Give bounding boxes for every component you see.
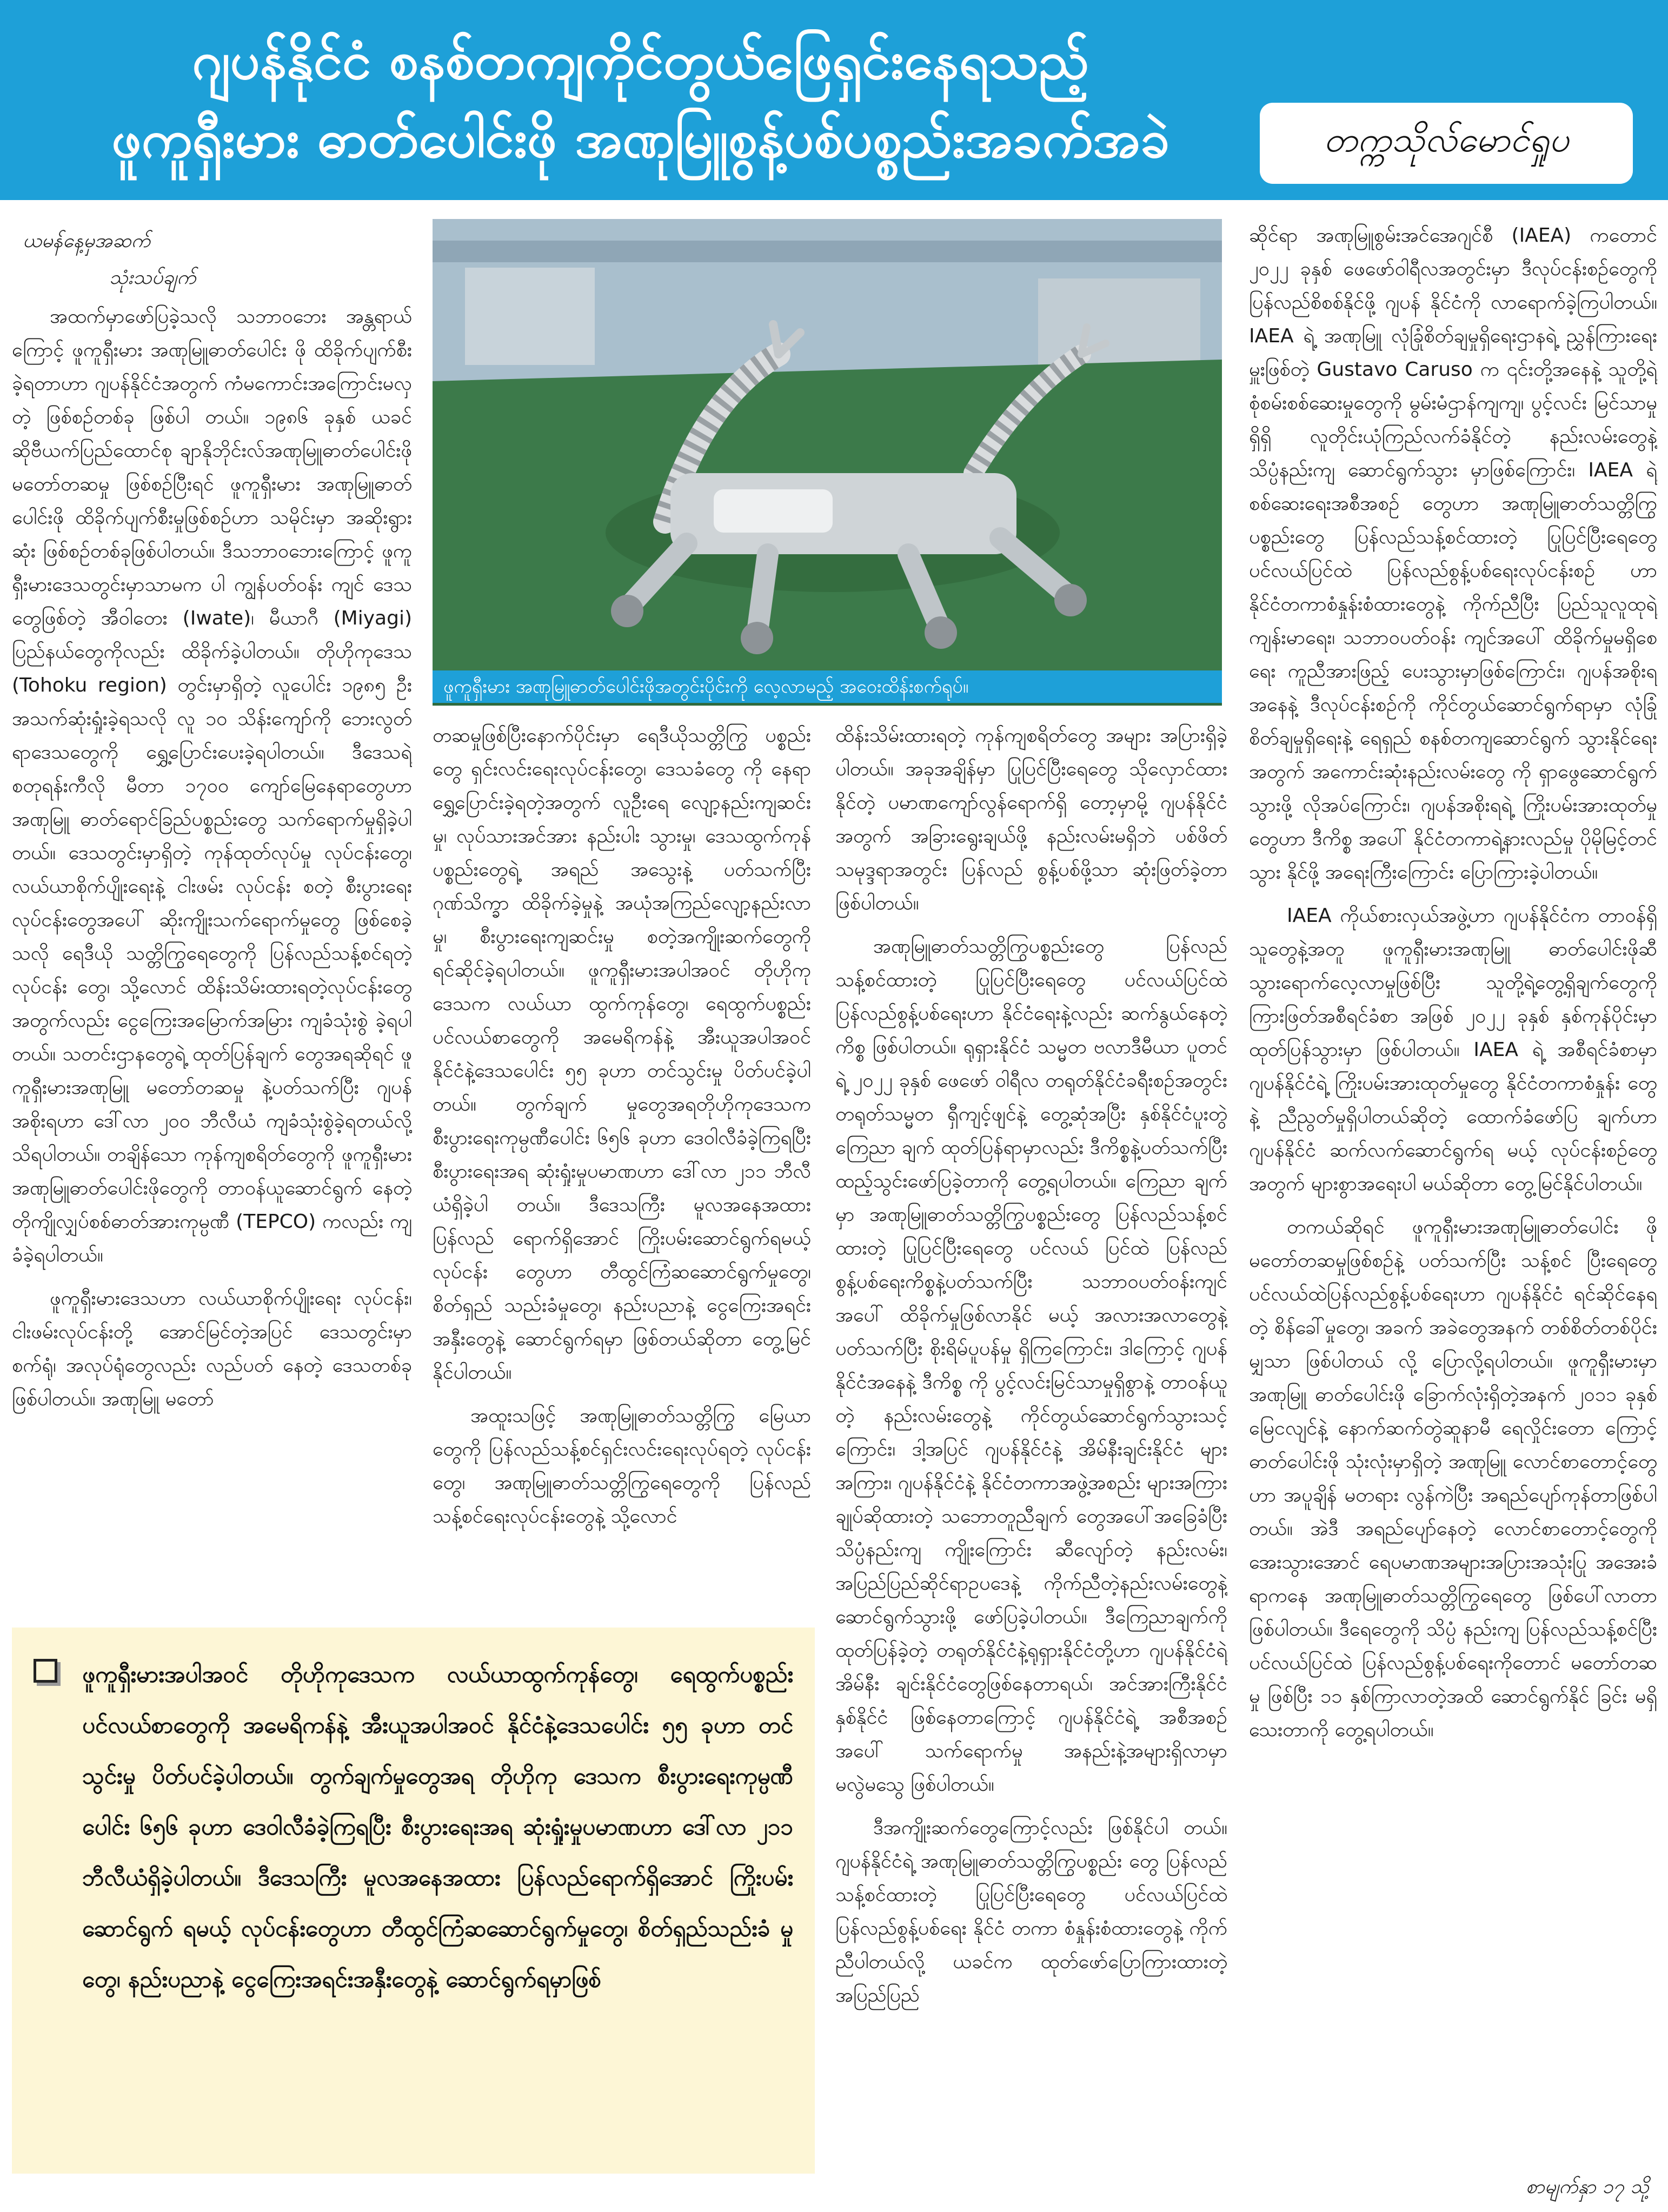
paragraph: အထူးသဖြင့် အဏုမြူဓာတ်သတ္တိကြွ မြေယာ တွေကို ပြန်လည်သန့်စင်ရှင်းလင်းရေးလုပ်ရတဲ့ လုပ်ငန်းတွေ၊ အဏုမြူဓာတ်သတ္တိကြွရေတွေကို ပြန်လည်သန့်စင်ရေးလုပ်ငန်းတွေနဲ့ သို့လောင်	[433, 1405, 811, 1527]
photo-shelf	[465, 268, 595, 365]
headline-line-2: ဖူကူရှီးမား ဓာတ်ပေါင်းဖို အဏုမြူစွန့်ပစ်ပစ္စည်းအခက်အခဲ	[111, 109, 1170, 169]
article-column-4	[1249, 219, 1657, 2144]
paragraph: ဆိုင်ရာ အဏုမြူစွမ်းအင်အေဂျင်စီ (IAEA) ကတောင် ၂၀၂၂ ခုနှစ် ဖေဖော်ဝါရီလအတွင်းမှာ ဒီလုပ်ငန်းစဉ်တွေကို ပြန်လည်စိစစ်နိုင်ဖို့ ဂျပန် နိုင်ငံကို လာရောက်ခဲ့ကြပါတယ်။ IAEA ရဲ့ အဏုမြူ လုံခြုံစိတ်ချမှုရှိရေးဌာနရဲ့ ညွှန်ကြားရေးမှူးဖြစ်တဲ့ Gustavo Caruso က ၎င်းတို့အနေနဲ့ သူတို့ရဲ့ စုံစမ်းစစ်ဆေးမှုတွေကို မွမ်းမံဌာန်ကျကျ၊ ပွင့်လင်း မြင်သာမှုရှိရှိ လူတိုင်းယုံကြည်လက်ခံနိုင်တဲ့ နည်းလမ်းတွေနဲ့ သိပ္ပံနည်းကျ ဆောင်ရွက်သွား မှာဖြစ်ကြောင်း၊ IAEA ရဲ့ စစ်ဆေးရေးအစီအစဉ် တွေဟာ အဏုမြူဓာတ်သတ္တိကြွပစ္စည်းတွေ ပြန်လည်သန့်စင်ထားတဲ့ ပြုပြင်ပြီးရေတွေ ပင်လယ်ပြင်ထဲ ပြန်လည်စွန့်ပစ်ရေးလုပ်ငန်းစဉ် ဟာ နိုင်ငံတကာစံနှုန်းစံထားတွေနဲ့ ကိုက်ညီပြီး ပြည်သူလူထုရဲ့ကျန်းမာရေး၊ သဘာဝပတ်ဝန်း ကျင်အပေါ် ထိခိုက်မှုမရှိစေရေး ကူညီအားဖြည့် ပေးသွားမှာဖြစ်ကြောင်း၊ ဂျပန်အစိုးရအနေနဲ့ ဒီလုပ်ငန်းစဉ်ကို ကိုင်တွယ်ဆောင်ရွက်ရာမှာ လုံခြုံ စိတ်ချမှုရှိရေးနဲ့ ရေရှည် စနစ်တကျဆောင်ရွက် သွားနိုင်ရေးအတွက် အကောင်းဆုံးနည်းလမ်းတွေ ကို ရှာဖွေဆောင်ရွက်သွားဖို့ လိုအပ်ကြောင်း၊ ဂျပန်အစိုးရရဲ့ ကြိုးပမ်းအားထုတ်မှုတွေဟာ ဒီကိစ္စ အပေါ် နိုင်ငံတကာရဲ့နားလည်မှု ပိုမိုမြင့်တင်သွား နိုင်ဖို့ အရေးကြီးကြောင်း ပြောကြားခဲ့ပါတယ်။	[1249, 224, 1657, 884]
pull-quote-box	[12, 1628, 815, 2174]
paragraph: တကယ်ဆိုရင် ဖူကူရှီးမားအဏုမြူဓာတ်ပေါင်း ဖို မတော်တဆမှုဖြစ်စဉ်နဲ့ ပတ်သက်ပြီး သန့်စင် ပြီးရေတွေ ပင်လယ်ထဲပြန်လည်စွန့်ပစ်ရေးဟာ ဂျပန်နိုင်ငံ ရင်ဆိုင်နေရတဲ့ စိန်ခေါ်မှုတွေ၊ အခက် အခဲတွေအနက် တစ်စိတ်တစ်ပိုင်းမျှသာ ဖြစ်ပါတယ် လို့ ပြောလို့ရပါတယ်။ ဖူကူရှီးမားမှာ အဏုမြူ ဓာတ်ပေါင်းဖို ခြောက်လုံးရှိတဲ့အနက် ၂၀၁၁ ခုနှစ် မြေငလျင်နဲ့ နောက်ဆက်တွဲဆူနာမီ ရေလှိုင်းတော ကြောင့် ဓာတ်ပေါင်းဖို သုံးလုံးမှာရှိတဲ့ အဏုမြူ လောင်စာတောင့်တွေဟာ အပူချိန် မတရား လွန်ကဲပြီး အရည်ပျော်ကုန်တာဖြစ်ပါတယ်။ အဲဒီ အရည်ပျော်နေတဲ့ လောင်စာတောင့်တွေကို အေးသွားအောင် ရေပမာဏအများအပြားအသုံးပြု အအေးခံရာကနေ အဏုမြူဓာတ်သတ္တိကြွရေတွေ ဖြစ်ပေါ်လာတာ ဖြစ်ပါတယ်။ ဒီရေတွေကို သိပ္ပံ နည်းကျ ပြန်လည်သန့်စင်ပြီး ပင်လယ်ပြင်ထဲ ပြန်လည်စွန့်ပစ်ရေးကိုတောင် မတော်တဆမှု ဖြစ်ပြီး ၁၁ နှစ်ကြာလာတဲ့အထိ ဆောင်ရွက်နိုင် ခြင်း မရှိသေးတာကို တွေ့ရပါတယ်။	[1249, 1216, 1657, 1741]
robot-foot	[925, 616, 957, 649]
robot-foot	[1054, 584, 1087, 616]
robot-foot	[611, 595, 643, 627]
robot-illustration	[433, 219, 1222, 673]
paragraph: ဖူကူရှီးမားဒေသဟာ လယ်ယာစိုက်ပျိုးရေး လုပ်ငန်း၊ ငါးဖမ်းလုပ်ငန်းတို့ အောင်မြင်တဲ့အပြင် ဒေသတွင်းမှာ စက်ရုံ၊ အလုပ်ရုံတွေလည်း လည်ပတ် နေတဲ့ ဒေသတစ်ခုဖြစ်ပါတယ်။ အဏုမြူ မတော်	[12, 1287, 412, 1410]
article-column-3	[835, 719, 1227, 2174]
robot-foot	[741, 622, 773, 654]
photo-caption: ဖူကူရှီးမား အဏုမြူဓာတ်ပေါင်းဖိုအတွင်းပိုင်းကို လေ့လာမည့် အဝေးထိန်းစက်ရုပ်။	[433, 670, 1222, 703]
robot-panel	[714, 489, 833, 533]
article-column-2	[433, 719, 811, 1611]
paragraph: IAEA ကိုယ်စားလှယ်အဖွဲ့ဟာ ဂျပန်နိုင်ငံက တာဝန်ရှိသူတွေနဲ့အတူ ဖူကူရှီးမားအဏုမြူ ဓာတ်ပေါင်းဖိုဆီ သွားရောက်လေ့လာမှုဖြစ်ပြီး သူတို့ရဲ့တွေ့ရှိချက်တွေကို ကြားဖြတ်အစီရင်ခံစာ အဖြစ် ၂၀၂၂ ခုနှစ် နှစ်ကုန်ပိုင်းမှာ ထုတ်ပြန်သွားမှာ ဖြစ်ပါတယ်။ IAEA ရဲ့ အစီရင်ခံစာမှာ ဂျပန်နိုင်ငံရဲ့ ကြိုးပမ်းအားထုတ်မှုတွေ နိုင်ငံတကာစံနှုန်း တွေနဲ့ ညီညွတ်မှုရှိပါတယ်ဆိုတဲ့ ထောက်ခံဖော်ပြ ချက်ဟာ ဂျပန်နိုင်ငံ ဆက်လက်ဆောင်ရွက်ရ မယ့် လုပ်ငန်းစဉ်တွေအတွက် များစွာအရေးပါ မယ်ဆိုတာ တွေ့မြင်နိုင်ပါတယ်။	[1249, 905, 1657, 1195]
paragraph: အဏုမြူဓာတ်သတ္တိကြွပစ္စည်းတွေ ပြန်လည် သန့်စင်ထားတဲ့ ပြုပြင်ပြီးရေတွေ ပင်လယ်ပြင်ထဲ ပြန်လည်စွန့်ပစ်ရေးဟာ နိုင်ငံရေးနဲ့လည်း ဆက်နွယ်နေတဲ့ကိစ္စ ဖြစ်ပါတယ်။ ရုရှားနိုင်ငံ သမ္မတ ဗလာဒီမီယာ ပူတင်ရဲ့ ၂၀၂၂ ခုနှစ် ဖေဖော် ဝါရီလ တရုတ်နိုင်ငံခရီးစဉ်အတွင်း တရုတ်သမ္မတ ရှီကျင့်ဖျင်နဲ့ တွေ့ဆုံအပြီး နှစ်နိုင်ငံပူးတွဲကြေညာ ချက် ထုတ်ပြန်ရာမှာလည်း ဒီကိစ္စနဲ့ပတ်သက်ပြီး ထည့်သွင်းဖော်ပြခဲ့တာကို တွေ့ရပါတယ်။ ကြေညာ ချက်မှာ အဏုမြူဓာတ်သတ္တိကြွပစ္စည်းတွေ ပြန်လည်သန့်စင်ထားတဲ့ ပြုပြင်ပြီးရေတွေ ပင်လယ် ပြင်ထဲ ပြန်လည်စွန့်ပစ်ရေးကိစ္စနဲ့ပတ်သက်ပြီး သဘာဝပတ်ဝန်းကျင်အပေါ် ထိခိုက်မှုဖြစ်လာနိုင် မယ့် အလားအလာတွေနဲ့ ပတ်သက်ပြီး စိုးရိမ်ပူပန်မှု ရှိကြကြောင်း၊ ဒါကြောင့် ဂျပန်နိုင်ငံအနေနဲ့ ဒီကိစ္စ ကို ပွင့်လင်းမြင်သာမှုရှိစွာနဲ့ တာဝန်ယူတဲ့ နည်းလမ်းတွေနဲ့ ကိုင်တွယ်ဆောင်ရွက်သွားသင့် ကြောင်း၊ ဒါ့အပြင် ဂျပန်နိုင်ငံနဲ့ အိမ်နီးချင်းနိုင်ငံ များအကြား၊ ဂျပန်နိုင်ငံနဲ့ နိုင်ငံတကာအဖွဲ့အစည်း များအကြား ချုပ်ဆိုထားတဲ့ သဘောတူညီချက် တွေအပေါ်အခြေခံပြီး သိပ္ပံနည်းကျ ကျိုးကြောင်း ဆီလျော်တဲ့ နည်းလမ်း၊ အပြည်ပြည်ဆိုင်ရာဥပဒေနဲ့ ကိုက်ညီတဲ့နည်းလမ်းတွေနဲ့ ဆောင်ရွက်သွားဖို့ ဖော်ပြခဲ့ပါတယ်။ ဒီကြေညာချက်ကို ထုတ်ပြန်ခဲ့တဲ့ တရုတ်နိုင်ငံနဲ့ရုရှားနိုင်ငံတို့ဟာ ဂျပန်နိုင်ငံရဲ့ အိမ်နီး ချင်းနိုင်ငံတွေဖြစ်နေတာရယ်၊ အင်အားကြီးနိုင်ငံ နှစ်နိုင်ငံ ဖြစ်နေတာကြောင့် ဂျပန်နိုင်ငံရဲ့ အစီအစဉ် အပေါ် သက်ရောက်မှု အနည်းနဲ့အများရှိလာမှာ မလွဲမသွေ ဖြစ်ပါတယ်။	[835, 935, 1227, 1796]
pull-quote-text: ဖူကူရှီးမားအပါအဝင် တိုဟိုကုဒေသက လယ်ယာထွက်ကုန်တွေ၊ ရေထွက်ပစ္စည်း ပင်လယ်စာတွေကို အမေရိကန်နဲ့ အီးယူအပါအဝင် နိုင်ငံနဲ့ဒေသပေါင်း ၅၅ ခုဟာ တင်သွင်းမှု ပိတ်ပင်ခဲ့ပါတယ်။ တွက်ချက်မှုတွေအရ တိုဟိုကု ဒေသက စီးပွားရေးကုမ္ပဏီပေါင်း ၆၅၆ ခုဟာ ဒေဝါလီခံခဲ့ကြရပြီး စီးပွားရေးအရ ဆုံးရှုံးမှုပမာဏဟာ ဒေါ်လာ ၂၁၁ ဘီလီယံရှိခဲ့ပါတယ်။ ဒီဒေသကြီး မူလအနေအထား ပြန်လည်ရောက်ရှိအောင် ကြိုးပမ်းဆောင်ရွက် ရမယ့် လုပ်ငန်းတွေဟာ တီထွင်ကြံဆဆောင်ရွက်မှုတွေ၊ စိတ်ရှည်သည်းခံ မှုတွေ၊ နည်းပညာနဲ့ ငွေကြေးအရင်းအနှီးတွေနဲ့ ဆောင်ရွက်ရမှာဖြစ်	[82, 1661, 793, 1992]
paragraph: ဒီအကျိုးဆက်တွေကြောင့်လည်း ဖြစ်နိုင်ပါ တယ်။ ဂျပန်နိုင်ငံရဲ့ အဏုမြူဓာတ်သတ္တိကြွပစ္စည်း တွေ ပြန်လည်သန့်စင်ထားတဲ့ ပြုပြင်ပြီးရေတွေ ပင်လယ်ပြင်ထဲ ပြန်လည်စွန့်ပစ်ရေး နိုင်ငံ တကာ စံနှုန်းစံထားတွေနဲ့ ကိုက်ညီပါတယ်လို့ ယခင်က ထုတ်ဖော်ပြောကြားထားတဲ့ အပြည်ပြည်	[835, 1817, 1227, 2007]
continued-label: ယမန်နေ့မှအဆက်	[23, 230, 150, 252]
section-subheading: သုံးသပ်ချက်	[109, 267, 196, 289]
paragraph: အထက်မှာဖော်ပြခဲ့သလို သဘာဝဘေး အန္တရာယ်ကြောင့် ဖူကူရှီးမား အဏုမြူဓာတ်ပေါင်း ဖို ထိခိုက်ပျက်စီးခဲ့ရတာဟာ ဂျပန်နိုင်ငံအတွက် ကံမကောင်းအကြောင်းမလှတဲ့ ဖြစ်စဉ်တစ်ခု ဖြစ်ပါ တယ်။ ၁၉၈၆ ခုနှစ် ယခင်ဆိုဗီယက်ပြည်ထောင်စု ချာနိုဘိုင်းလ်အဏုမြူဓာတ်ပေါင်းဖို မတော်တဆမှု ဖြစ်စဉ်ပြီးရင် ဖူကူရှီးမား အဏုမြူဓာတ်ပေါင်းဖို ထိခိုက်ပျက်စီးမှုဖြစ်စဉ်ဟာ သမိုင်းမှာ အဆိုးရွားဆုံး ဖြစ်စဉ်တစ်ခုဖြစ်ပါတယ်။ ဒီသဘာဝဘေးကြောင့် ဖူကူရှီးမားဒေသတွင်းမှာသာမက ပါ ကျွန်ပတ်ဝန်း ကျင် ဒေသတွေဖြစ်တဲ့ အီဝါတေး (Iwate)၊ မီယာဂီ (Miyagi) ပြည်နယ်တွေကိုလည်း ထိခိုက်ခဲ့ပါတယ်။ တိုဟိုကုဒေသ (Tohoku region) တွင်းမှာရှိတဲ့ လူပေါင်း ၁၉၈၅ ဦး အသက်ဆုံးရှုံးခဲ့ရသလို လူ ၁၀ သိန်းကျော်ကို ဘေးလွတ်ရာဒေသတွေကို ရွှေ့ပြောင်းပေးခဲ့ရပါတယ်။ ဒီဒေသရဲ့ စတုရန်းကီလို မီတာ ၁၇၀၀ ကျော်မြေနေရာတွေဟာ အဏုမြူ ဓာတ်ရောင်ခြည်ပစ္စည်းတွေ သက်ရောက်မှုရှိခဲ့ပါ တယ်။ ဒေသတွင်းမှာရှိတဲ့ ကုန်ထုတ်လုပ်မှု လုပ်ငန်းတွေ၊ လယ်ယာစိုက်ပျိုးရေးနဲ့ ငါးဖမ်း လုပ်ငန်း စတဲ့ စီးပွားရေးလုပ်ငန်းတွေအပေါ် ဆိုးကျိုးသက်ရောက်မှုတွေ ဖြစ်စေခဲ့သလို ရေဒီယို သတ္တိကြွရေတွေကို ပြန်လည်သန့်စင်ရတဲ့လုပ်ငန်း တွေ၊ သို့လောင် ထိန်းသိမ်းထားရတဲ့လုပ်ငန်းတွေ အတွက်လည်း ငွေကြေးအမြောက်အမြား ကျခံသုံးစွဲ ခဲ့ရပါတယ်။ သတင်းဌာနတွေရဲ့ ထုတ်ပြန်ချက် တွေအရဆိုရင် ဖူကူရှီးမားအဏုမြူ မတော်တဆမှု နဲ့ပတ်သက်ပြီး ဂျပန်အစိုးရဟာ ဒေါ်လာ ၂၀၀ ဘီလီယံ ကျခံသုံးစွဲခဲ့ရတယ်လို့ သိရပါတယ်။ တချိန်သော ကုန်ကျစရိတ်တွေကို ဖူကူရှီးမား အဏုမြူဓာတ်ပေါင်းဖိုတွေကို တာဝန်ယူဆောင်ရွက် နေတဲ့ တိုကျိုလျှပ်စစ်ဓာတ်အားကုမ္ပဏီ (TEPCO) ကလည်း ကျခံခဲ့ရပါတယ်။	[12, 305, 412, 1266]
author-byline: တက္ကသိုလ်မောင်ရှုပ	[1260, 103, 1633, 184]
paragraph: ထိန်းသိမ်းထားရတဲ့ ကုန်ကျစရိတ်တွေ အများ အပြားရှိခဲ့ပါတယ်။ အခုအချိန်မှာ ပြုပြင်ပြီးရေတွေ သိုလှောင်ထားနိုင်တဲ့ ပမာဏကျော်လွန်ရောက်ရှိ တော့မှာမို့ ဂျပန်နိုင်ငံအတွက် အခြားရွေးချယ်ဖို့ နည်းလမ်းမရှိဘဲ ပစ်ဖိတ်သမုဒ္ဒရာအတွင်း ပြန်လည် စွန့်ပစ်ဖို့သာ ဆုံးဖြတ်ခဲ့တာ ဖြစ်ပါတယ်။	[835, 725, 1227, 914]
photo-wall-stripe	[433, 241, 1222, 262]
headline	[32, 22, 1249, 178]
checkbox-bullet-icon	[34, 1659, 57, 1683]
headline-line-1: ဂျပန်နိုင်ငံ စနစ်တကျကိုင်တွယ်ဖြေရှင်းနေရသည့်	[192, 30, 1089, 91]
paragraph: တဆမှုဖြစ်ပြီးနောက်ပိုင်းမှာ ရေဒီယိုသတ္တိကြွ ပစ္စည်းတွေ ရှင်းလင်းရေးလုပ်ငန်းတွေ၊ ဒေသခံတွေ ကို နေရာရွှေ့ပြောင်းခဲ့ရတဲ့အတွက် လူဦးရေ လျော့နည်းကျဆင်းမှု၊ လုပ်သားအင်အား နည်းပါး သွားမှု၊ ဒေသထွက်ကုန်ပစ္စည်းတွေရဲ့ အရည် အသွေးနဲ့ ပတ်သက်ပြီး ဂုဏ်သိက္ခာ ထိခိုက်ခဲ့မှုနဲ့ အယုံအကြည်လျော့နည်းလာမှု၊ စီးပွားရေးကျဆင်းမှု စတဲ့အကျိုးဆက်တွေကို ရင်ဆိုင်ခဲ့ရပါတယ်။ ဖူကူရှီးမားအပါအဝင် တိုဟိုကုဒေသက လယ်ယာ ထွက်ကုန်တွေ၊ ရေထွက်ပစ္စည်း ပင်လယ်စာတွေကို အမေရိကန်နဲ့ အီးယူအပါအဝင် နိုင်ငံနဲ့ဒေသပေါင်း ၅၅ ခုဟာ တင်သွင်းမှု ပိတ်ပင်ခဲ့ပါတယ်။ တွက်ချက် မှုတွေအရတိုဟိုကုဒေသက စီးပွားရေးကုမ္ပဏီပေါင်း ၆၅၆ ခုဟာ ဒေဝါလီခံခဲ့ကြရပြီး စီးပွားရေးအရ ဆုံးရှုံးမှုပမာဏဟာ ဒေါ်လာ ၂၁၁ ဘီလီယံရှိခဲ့ပါ တယ်။ ဒီဒေသကြီး မူလအနေအထား ပြန်လည် ရောက်ရှိအောင် ကြိုးပမ်းဆောင်ရွက်ရမယ့် လုပ်ငန်း တွေဟာ တီထွင်ကြံဆဆောင်ရွက်မှုတွေ၊ စိတ်ရှည် သည်းခံမှုတွေ၊ နည်းပညာနဲ့ ငွေကြေးအရင်း အနှီးတွေနဲ့ ဆောင်ရွက်ရမှာ ဖြစ်တယ်ဆိုတာ တွေ့မြင်နိုင်ပါတယ်။	[433, 725, 811, 1384]
header-banner	[0, 0, 1668, 200]
continued-on-page: စာမျက်နှာ ၁၇ သို့	[1525, 2176, 1649, 2198]
article-column-1	[12, 219, 412, 1614]
robot-photo	[433, 219, 1222, 706]
